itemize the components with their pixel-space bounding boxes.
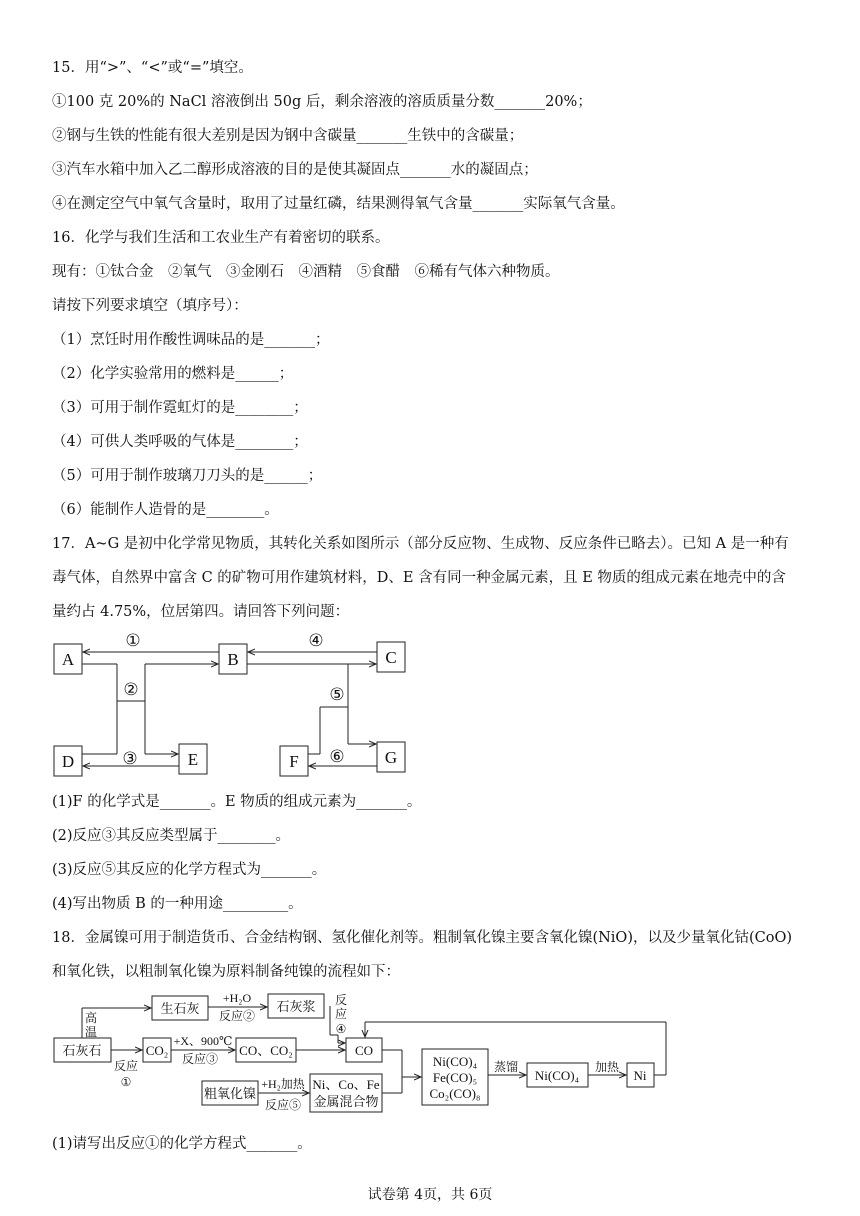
cond-r4-2: 应: [334, 1007, 348, 1021]
node-e: E: [187, 750, 199, 769]
node-g: G: [384, 748, 398, 767]
q16-item-1: （1）烹饪时用作酸性调味品的是_______；: [52, 332, 330, 348]
page-footer: 试卷第 4页，共 6页: [367, 1187, 493, 1203]
reaction-label-3: ③: [122, 749, 138, 768]
q15-item-3: ③汽车水箱中加入乙二醇形成溶液的目的是使其凝固点_______水的凝固点；: [52, 162, 538, 178]
q16-item-3: （3）可用于制作霓虹灯的是________；: [52, 400, 308, 416]
node-c: C: [385, 648, 397, 667]
crude-label: 粗氧化镍: [203, 1086, 257, 1101]
co2-label: CO₂: [145, 1043, 169, 1058]
q16-item-5: （5）可用于制作玻璃刀刀头的是______；: [52, 468, 323, 484]
limestone-label: 石灰石: [62, 1043, 102, 1058]
q17-stem-line-3: 量约占 4.75%，位居第四。请回答下列问题：: [52, 604, 350, 620]
quicklime-label: 生石灰: [160, 1001, 200, 1016]
cond-r5: 反应⑤: [264, 1098, 302, 1112]
cond-high-temp-2: 温: [84, 1025, 98, 1039]
cond-distill: 蒸馏: [493, 1060, 519, 1074]
q16-stem: 16．化学与我们生活和工农业生产有着密切的联系。: [52, 230, 390, 246]
node-a: A: [61, 650, 75, 669]
ni-label: Ni: [633, 1068, 647, 1083]
cond-water: +H₂O: [222, 991, 252, 1005]
q18-item-1: (1)请写出反应①的化学方程式_______。: [52, 1136, 312, 1152]
q16-instruction: 请按下列要求填空（填序号）：: [52, 298, 248, 314]
nico4-label: Ni(CO)₄: [534, 1068, 580, 1083]
carbonyl-2: Fe(CO)₅: [432, 1070, 478, 1085]
q18-stem-line-1: 18．金属镍可用于制造货币、合金结构钢、氢化催化剂等。粗制氧化镍主要含氧化镍(NiO)，以及少量氧化钴(CoO): [52, 930, 792, 946]
q15-item-2: ②钢与生铁的性能有很大差别是因为钢中含碳量_______生铁中的含碳量；: [52, 128, 524, 144]
q16-item-6: （6）能制作人造骨的是________。: [52, 502, 279, 518]
q17-item-3: (3)反应⑤其反应的化学方程式为_______。: [52, 862, 327, 878]
reaction-label-2: ②: [123, 680, 139, 699]
node-f: F: [289, 752, 299, 771]
mix-label-1: Ni、Co、Fe: [312, 1077, 380, 1092]
q15-item-4: ④在测定空气中氧气含量时，取用了过量红磷，结果测得氧气含量_______实际氧气含量。: [52, 196, 625, 212]
cond-r2: 反应②: [218, 1009, 256, 1023]
q17-item-1: (1)F 的化学式是_______。E 物质的组成元素为_______。: [52, 794, 422, 810]
cond-heat: 加热: [594, 1060, 620, 1074]
carbonyl-3: Co₂(CO)₈: [429, 1086, 481, 1101]
reaction-label-6: ⑥: [329, 747, 345, 766]
cond-r3: 反应③: [181, 1052, 219, 1066]
reaction-label-4: ④: [308, 631, 324, 650]
q17-item-2: (2)反应③其反应类型属于________。: [52, 828, 291, 844]
cond-r4-3: ④: [335, 1022, 347, 1036]
q17-stem-line-1: 17．A~G 是初中化学常见物质，其转化关系如图所示（部分反应物、生成物、反应条件已略去）。已知 A 是一种有: [52, 536, 789, 552]
node-d: D: [61, 752, 75, 771]
reaction-label-1: ①: [125, 631, 141, 650]
cond-high-temp-1: 高: [84, 1011, 98, 1025]
cond-x: +X、900℃: [173, 1034, 233, 1048]
carbonyl-1: Ni(CO)₄: [432, 1054, 478, 1069]
q18-stem-line-2: 和氧化铁，以粗制氧化镍为原料制备纯镍的流程如下：: [52, 964, 400, 980]
node-b: B: [227, 650, 239, 669]
q15-stem: 15．用“>”、“<”或“=”填空。: [52, 60, 253, 76]
cond-r1-1: 反应: [113, 1059, 139, 1073]
slurry-label: 石灰浆: [276, 999, 316, 1014]
mix-label-2: 金属混合物: [313, 1094, 379, 1109]
q18-flow-diagram: [0, 985, 860, 1120]
q16-item-4: （4）可供人类呼吸的气体是________；: [52, 434, 308, 450]
q17-item-4: (4)写出物质 B 的一种用途_________。: [52, 896, 303, 912]
cond-r1-2: ①: [120, 1075, 132, 1089]
reaction-label-5: ⑤: [329, 685, 345, 704]
q15-item-1: ①100 克 20%的 NaCl 溶液倒出 50g 后，剩余溶液的溶质质量分数_______20%；: [52, 94, 592, 110]
cond-r4-1: 反: [334, 993, 348, 1007]
cond-h2: +H₂加热: [261, 1077, 305, 1091]
q16-materials: 现有：①钛合金 ②氧气 ③金刚石 ④酒精 ⑤食醋 ⑥稀有气体六种物质。: [52, 264, 560, 280]
q16-item-2: （2）化学实验常用的燃料是______；: [52, 366, 294, 382]
co-co2-label: CO、CO₂: [239, 1043, 293, 1058]
q17-stem-line-2: 毒气体，自然界中富含 C 的矿物可用作建筑材料，D、E 含有同一种金属元素，且 E 物质的组成元素在地壳中的含: [52, 570, 786, 586]
co-label: CO: [354, 1043, 374, 1058]
